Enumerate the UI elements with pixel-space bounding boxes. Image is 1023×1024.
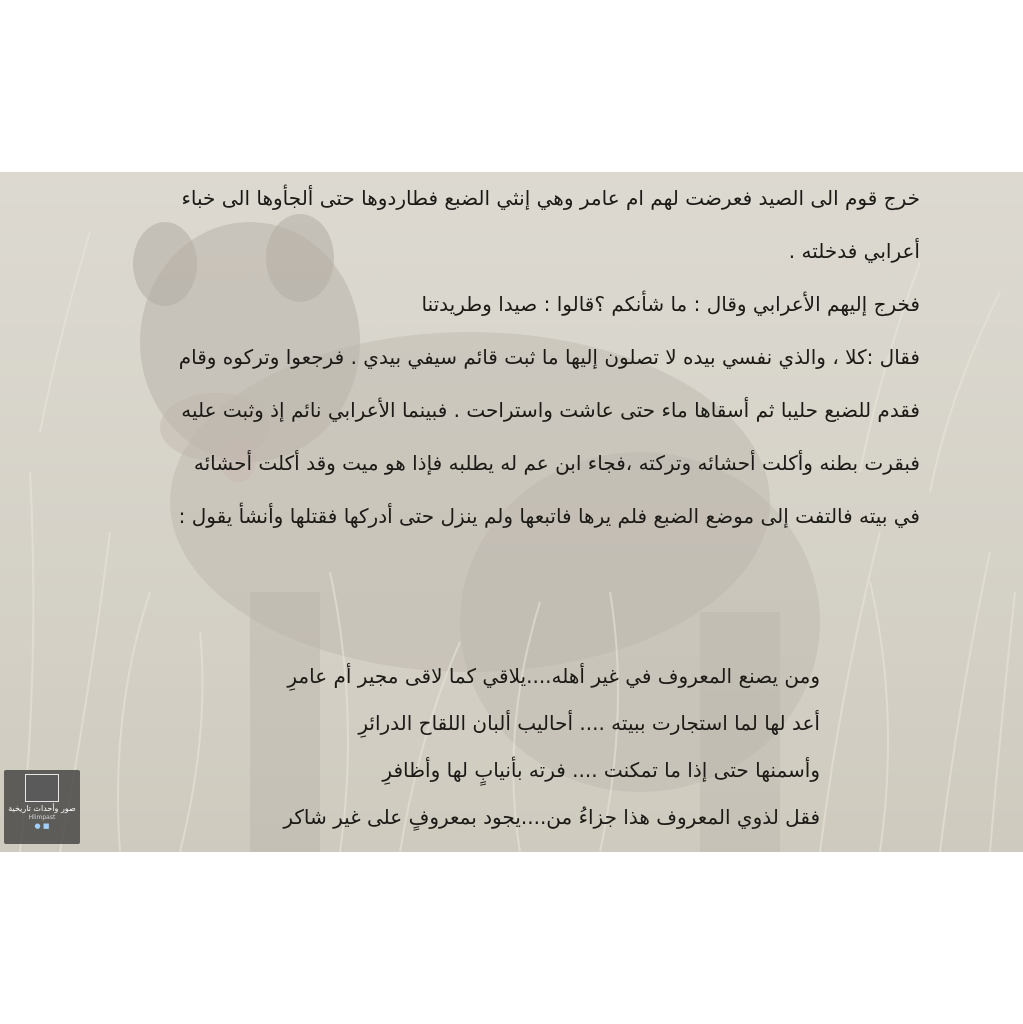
account-watermark (4, 770, 80, 844)
hyena-background-photo (0, 172, 1023, 852)
poem-verse: وأسمنها حتى إذا ما تمكنت .... فرته بأنيابٍ لها وأظافرِ (382, 758, 820, 782)
story-line: خرج قوم الى الصيد فعرضت لهم ام عامر وهي إنثي الضبع فطاردوها حتى ألجأوها الى خباء (181, 186, 920, 210)
account-logo-icon (25, 774, 59, 802)
story-line: فخرج إليهم الأعرابي وقال : ما شأنكم ؟قالوا : صيدا وطريدتنا (421, 292, 920, 316)
poem-verses (120, 656, 820, 844)
poem-verse: أعد لها لما استجارت ببيته .... أحاليب ألبان اللقاح الدرائرِ (358, 711, 820, 735)
watermark-title: صور وأحداث تاريخية (8, 804, 76, 813)
story-line: فبقرت بطنه وأكلت أحشائه وتركته ،فجاء ابن عم له يطلبه فإذا هو ميت وقد أكلت أحشائه (193, 451, 920, 475)
story-line: أعرابي فدخلته . (788, 239, 920, 263)
story-line: فقال :كلا ، والذي نفسي بيده لا تصلون إليها ما ثبت قائم سيفي بيدي . فرجعوا وتركوه وقام (178, 345, 920, 369)
story-line: في بيته فالتفت إلى موضع الضبع فلم يرها فاتبعها ولم ينزل حتى أدركها فقتلها وأنشأ يقول : (178, 504, 920, 528)
watermark-subtitle: Hlimpast (28, 814, 56, 821)
social-icons (4, 822, 80, 831)
story-paragraph (40, 178, 920, 549)
poem-verse: فقل لذوي المعروف هذا جزاءُ من....يجود بمعروفٍ على غير شاكر (283, 805, 820, 829)
instagram-icon: ■ (42, 822, 50, 830)
story-line: فقدم للضبع حليبا ثم أسقاها ماء حتى عاشت واستراحت . فبينما الأعرابي نائم إذ وثبت عليه (181, 398, 920, 422)
twitter-icon: ● (34, 822, 41, 830)
poem-verse: ومن يصنع المعروف في غير أهله....يلاقي كما لاقى مجير أم عامرِ (287, 664, 820, 688)
